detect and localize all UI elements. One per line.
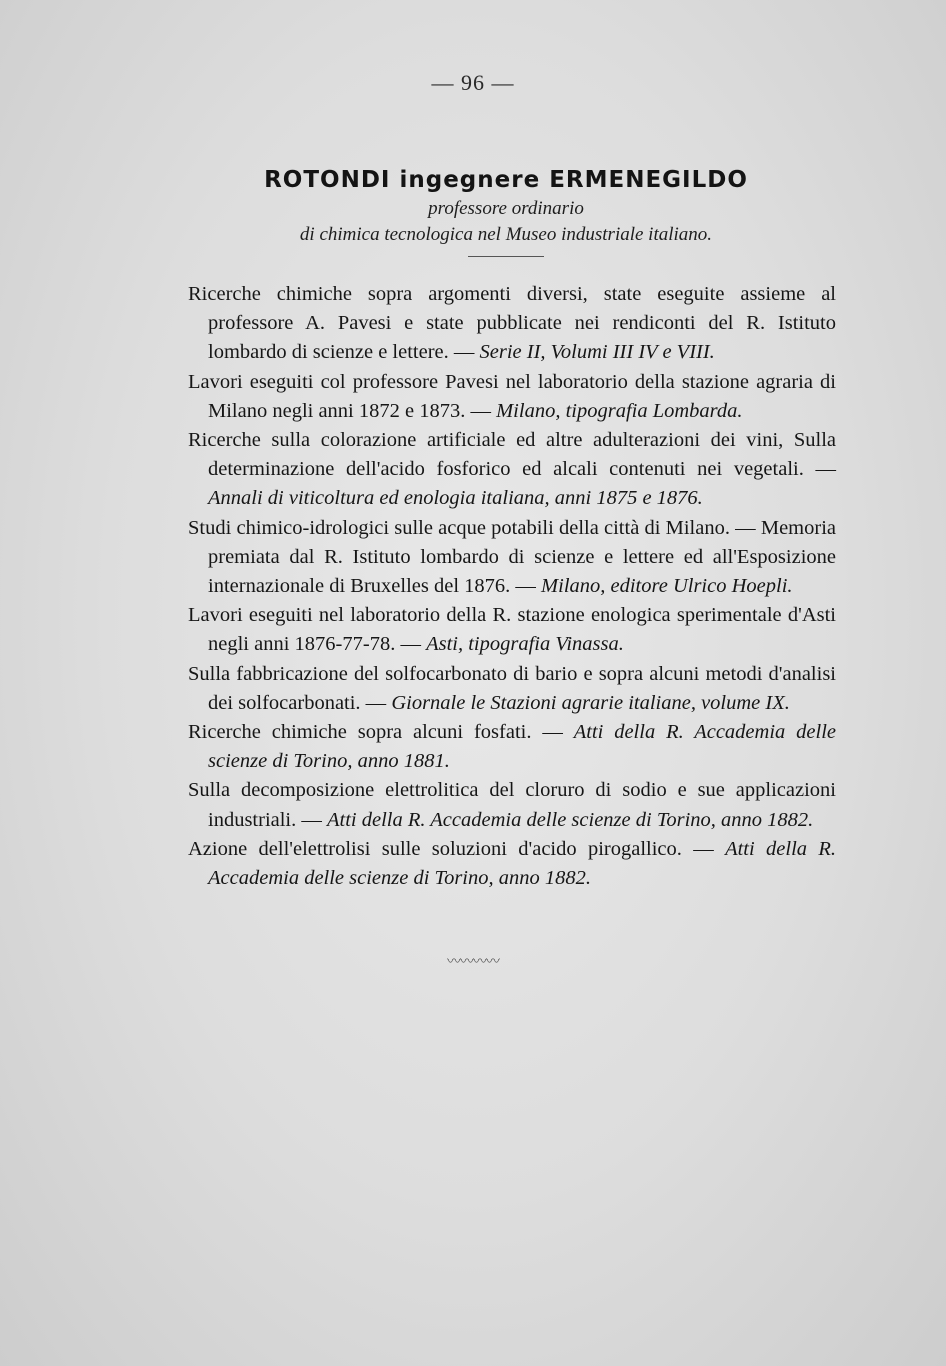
entry-source: Milano, editore Ulrico Hoepli. [541, 575, 793, 598]
entry-text: Ricerche chimiche sopra argomenti diversi, state eseguite assieme al professore A. Pavesi e state pubblicate nei rendiconti del R. Istituto lombardo di scienze e lettere. — [188, 283, 836, 364]
entry-source: Atti della R. Accademia delle scienze di Torino, anno 1882. [208, 837, 836, 890]
author-title-line-1: professore ordinario [428, 198, 584, 219]
bibliography-entry [188, 660, 836, 718]
entry-text: Lavori eseguiti nel laboratorio della R. stazione enologica sperimentale d'Asti negli anni 1876-77-78. — [188, 604, 836, 656]
bibliography-entry [188, 514, 836, 602]
author-header [180, 164, 832, 257]
author-name: ROTONDI ingegnere ERMENEGILDO [264, 167, 748, 193]
bibliography-entry [188, 776, 836, 834]
entry-source: Serie II, Volumi III IV e VIII. [479, 341, 715, 364]
end-ornament: 〰〰〰〰 [447, 954, 499, 970]
entry-source: Atti della R. Accademia delle scienze di Torino, anno 1881. [208, 721, 836, 773]
entry-source: Giornale le Stazioni agrarie italiane, volume IX. [391, 691, 790, 714]
author-title-line-2: di chimica tecnologica nel Museo industriale italiano. [299, 224, 713, 245]
entry-source: Atti della R. Accademia delle scienze di Torino, anno 1882. [327, 808, 814, 831]
entry-text: Ricerche chimiche sopra alcuni fosfati. — [188, 721, 574, 744]
header-rule [468, 256, 544, 257]
page-number: — 96 — [431, 70, 515, 95]
entry-text: Sulla fabbricazione del solfocarbonato di bario e sopra alcuni metodi d'analisi dei solfocarbonati. — [188, 662, 836, 714]
entry-source: Asti, tipografia Vinassa. [426, 633, 624, 656]
bibliography-entry [188, 426, 836, 514]
bibliography-list [188, 280, 836, 893]
entry-text: Sulla decomposizione elettrolitica del cloruro di sodio e sue applicazioni industriali. — [188, 779, 836, 831]
bibliography-entry [188, 601, 836, 659]
entry-source: Milano, tipografia Lombarda. [496, 399, 743, 422]
entry-text: Azione dell'elettrolisi sulle soluzioni d'acido pirogallico. — [188, 837, 726, 860]
entry-text: Studi chimico-idrologici sulle acque potabili della città di Milano. — Memoria premiata dal R. Istituto lombardo di scienze e lettere ed all'Esposizione internazionale di Bruxelles del 1876. — [188, 516, 836, 598]
bibliography-entry [188, 368, 836, 426]
entry-text: Lavori eseguiti col professore Pavesi nel laboratorio della stazione agraria di Milano negli anni 1872 e 1873. — [188, 370, 836, 422]
bibliography-entry [188, 835, 836, 893]
bibliography-entry [188, 280, 836, 368]
bibliography-entry [188, 718, 836, 776]
entry-source: Annali di viticoltura ed enologia italiana, anni 1875 e 1876. [208, 487, 703, 510]
entry-text: Ricerche sulla colorazione artificiale ed altre adulterazioni dei vini, Sulla determinazione dell'acido fosforico ed alcali contenuti nei vegetali. — [188, 429, 836, 481]
